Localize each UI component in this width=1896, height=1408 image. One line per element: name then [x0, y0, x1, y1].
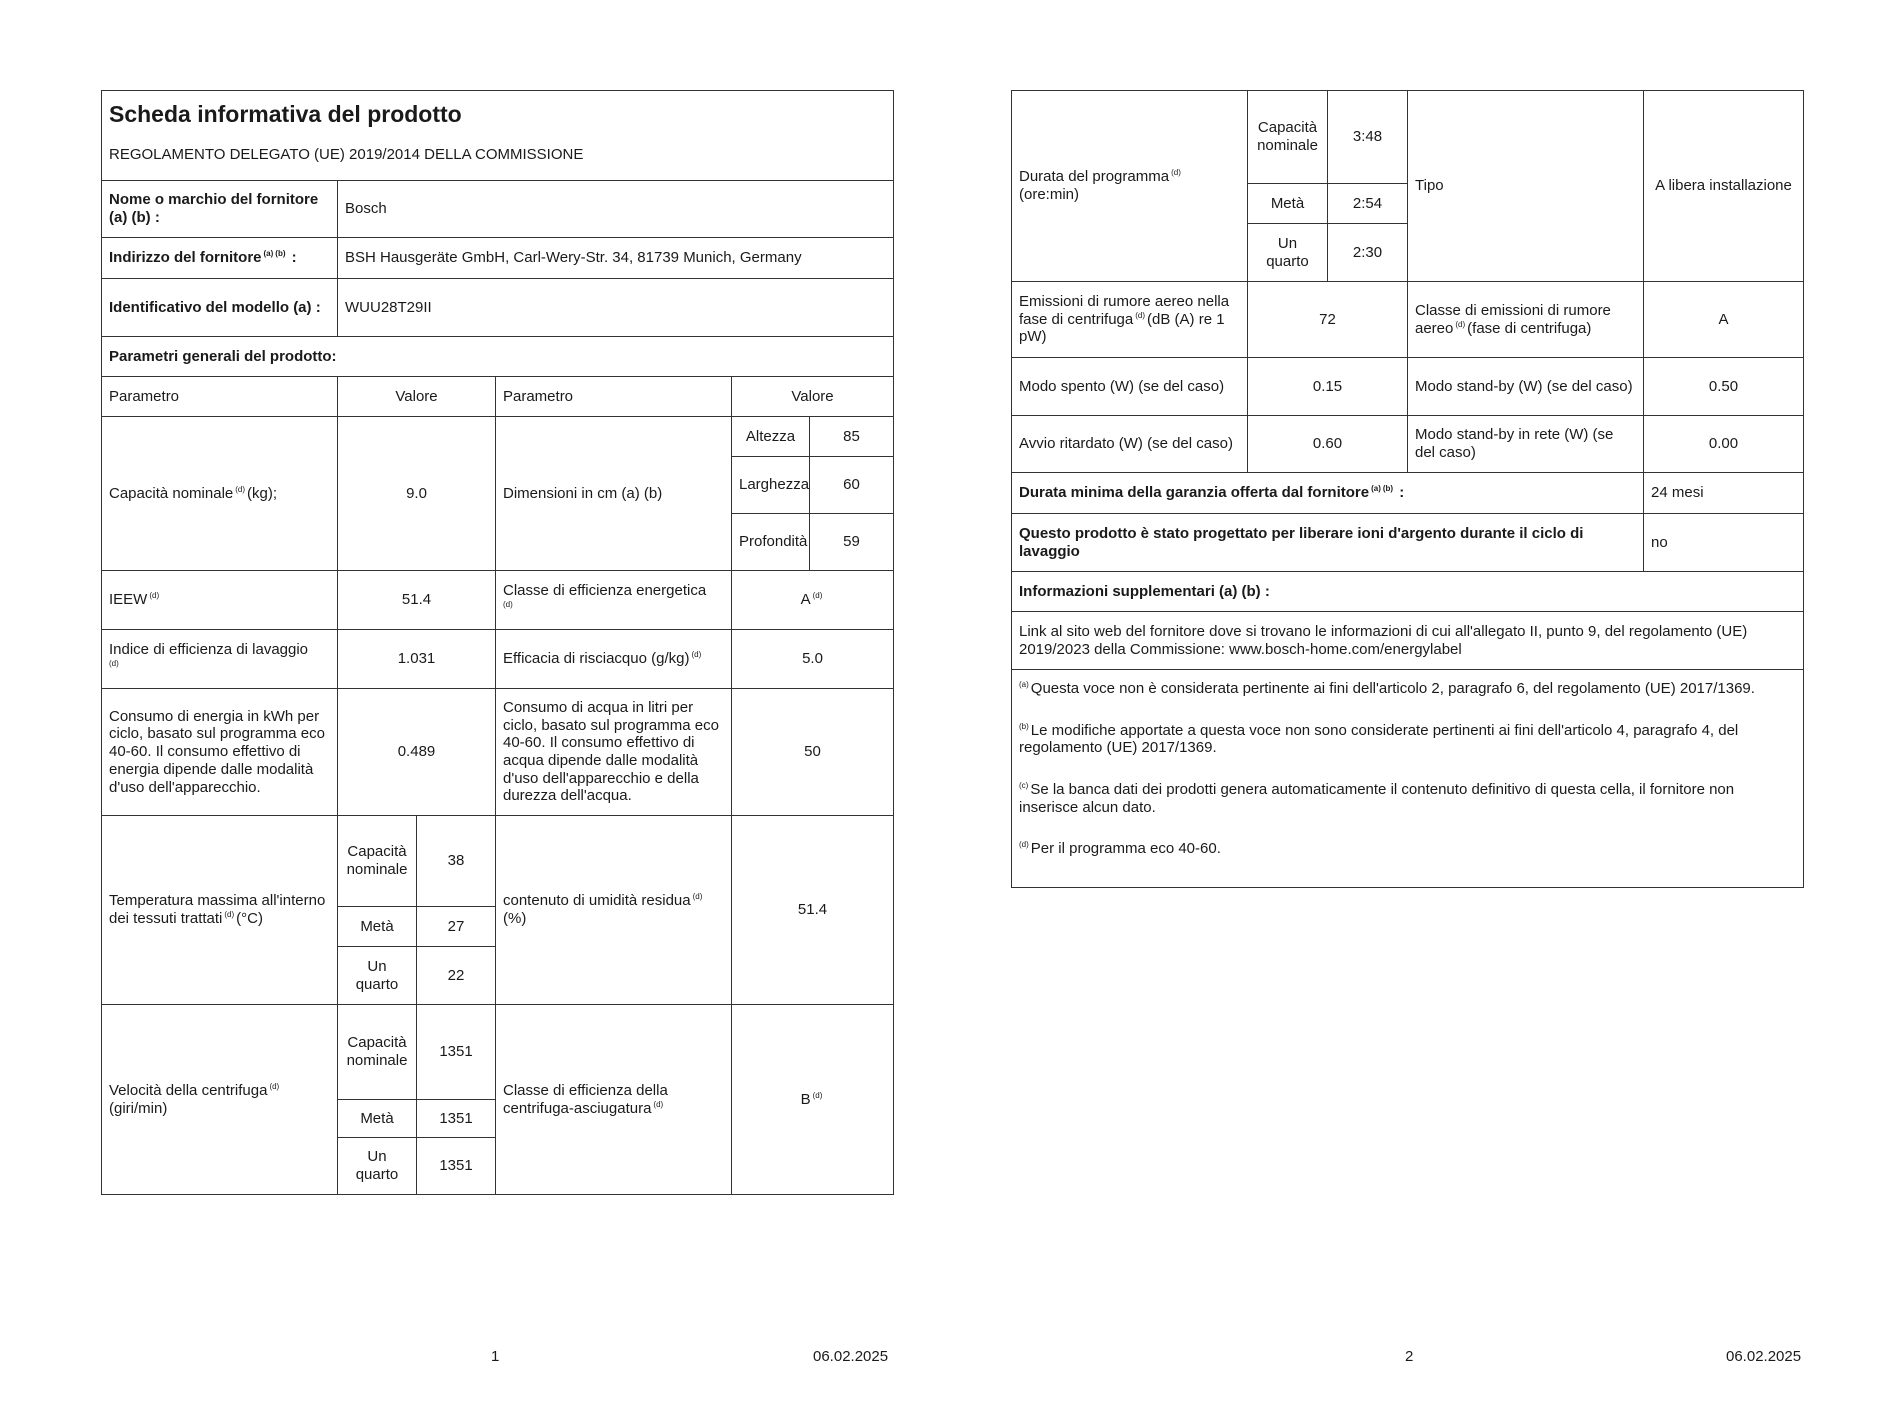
energy-consumption-value: 0.489 — [338, 689, 496, 816]
height-label: Altezza — [732, 417, 810, 457]
footnote-c — [1019, 781, 1796, 816]
wash-index-label-cell — [102, 630, 338, 689]
footnote-mark: (d) — [653, 1099, 664, 1109]
footnote-a-text: Questa voce non è considerata pertinente ai fini dell'articolo 2, paragrafo 6, del regolamento (UE) 2017/1369. — [1030, 680, 1755, 697]
quarter-label: Un quarto — [1248, 224, 1328, 282]
water-consumption-label: Consumo di acqua in litri per ciclo, basato sul programma eco 40-60. Il consumo effettivo di acqua dipende dalle modalità d'uso dell'apparecchio e della durezza dell'acqua. — [496, 689, 732, 816]
quarter-label: Un quarto — [338, 947, 417, 1005]
rated-capacity-label: Capacità nominale — [338, 1005, 417, 1100]
noise-class-label: Classe di emissioni di rumore aereo — [1415, 301, 1611, 337]
product-info-table-continued — [1011, 90, 1804, 888]
footnote-mark: (b) — [1019, 721, 1029, 731]
footnote-mark: (d) — [149, 591, 160, 601]
silver-ions-label: Questo prodotto è stato progettato per liberare ioni d'argento durante il ciclo di lavaggio — [1012, 514, 1644, 572]
supplier-link-text: Link al sito web del fornitore dove si trovano le informazioni di cui all'allegato II, punto 9, del regolamento (UE) 2019/2023 della Commissione: www.bosch-home.com/energylabel — [1012, 612, 1804, 670]
capacity-unit: (kg); — [247, 484, 278, 502]
page-date: 06.02.2025 — [1726, 1348, 1802, 1365]
footnote-d-text: Per il programma eco 40-60. — [1030, 840, 1221, 858]
standby-label: Modo stand-by (W) (se del caso) — [1408, 358, 1644, 416]
moisture-unit: (%) — [503, 910, 527, 927]
header-value: Valore — [732, 377, 894, 417]
duration-quarter-value: 2:30 — [1328, 224, 1408, 282]
capacity-label-cell — [102, 417, 338, 571]
quarter-label: Un quarto — [338, 1138, 417, 1195]
noise-value: 72 — [1248, 282, 1408, 358]
warranty-label-cell: Durata minima della garanzia offerta dal fornitore $^{(a)}$ $^{(b)}$ : — [1012, 473, 1644, 514]
footnote-mark: (d) — [691, 650, 702, 660]
delay-start-label: Avvio ritardato (W) (se del caso) — [1012, 416, 1248, 473]
temp-half-value: 27 — [417, 907, 496, 947]
depth-value: 59 — [810, 514, 894, 571]
rinse-value: 5.0 — [732, 630, 894, 689]
energy-class-value: A — [800, 591, 811, 609]
spin-class-value: B — [800, 1090, 811, 1108]
footnote-b-text: Le modifiche apportate a questa voce non sono considerate pertinenti ai fini dell'articolo 4, paragrafo 4, del regolamento (UE) 2017/1369. — [1019, 721, 1739, 757]
regulation-text: REGOLAMENTO DELEGATO (UE) 2019/2014 DELLA COMMISSIONE — [109, 146, 584, 164]
header-value: Valore — [338, 377, 496, 417]
rated-capacity-label: Capacità nominale — [1248, 91, 1328, 184]
footnote-mark: (d) — [1455, 319, 1466, 329]
spin-class-label-cell — [496, 1005, 732, 1195]
duration-rated-value: 3:48 — [1328, 91, 1408, 184]
spin-speed-unit: (giri/min) — [109, 1099, 168, 1117]
footnote-b — [1019, 722, 1796, 757]
spin-half-value: 1351 — [417, 1100, 496, 1138]
rated-capacity-label: Capacità nominale — [338, 816, 417, 907]
footnote-mark: (d) — [812, 591, 823, 601]
noise-class-label-cell — [1408, 282, 1644, 358]
footnote-mark: (d) — [109, 659, 119, 668]
footnote-c-text: Se la banca dati dei prodotti genera automaticamente il contenuto definitivo di questa cella, il fornitore non inserisce alcun dato. — [1019, 781, 1735, 816]
footnote-mark: (b) — [1382, 484, 1394, 494]
energy-consumption-label: Consumo di energia in kWh per ciclo, basato sul programma eco 40-60. Il consumo effettivo di energia dipende dalle modalità d'uso dell'apparecchio. — [102, 689, 338, 816]
capacity-value: 9.0 — [338, 417, 496, 571]
network-standby-label: Modo stand-by in rete (W) (se del caso) — [1408, 416, 1644, 473]
width-value: 60 — [810, 457, 894, 514]
footnote-mark: (d) — [1171, 168, 1181, 178]
duration-unit: (ore:min) — [1019, 186, 1080, 203]
wash-index-label: Indice di efficienza di lavaggio — [109, 641, 309, 659]
half-label: Metà — [1248, 184, 1328, 224]
page-number: 2 — [1405, 1348, 1414, 1365]
warranty-label: Durata minima della garanzia offerta dal fornitore — [1019, 484, 1370, 502]
product-info-table — [101, 90, 894, 1195]
noise-class-value: A — [1644, 282, 1804, 358]
supplier-name-label: Nome o marchio del fornitore (a) (b) : — [102, 181, 338, 238]
footnote-mark: (d) — [812, 1090, 823, 1100]
energy-class-value-cell — [732, 571, 894, 630]
rinse-label-cell — [496, 630, 732, 689]
wash-index-value: 1.031 — [338, 630, 496, 689]
general-params-heading: Parametri generali del prodotto: — [102, 337, 894, 377]
model-value: WUU28T29II — [338, 279, 894, 337]
model-label: Identificativo del modello (a) : — [102, 279, 338, 337]
duration-label-cell — [1012, 91, 1248, 282]
energy-class-label-cell — [496, 571, 732, 630]
silver-ions-value: no — [1644, 514, 1804, 572]
type-value: A libera installazione — [1644, 91, 1804, 282]
max-temp-unit: (°C) — [236, 910, 263, 927]
supplier-address-label-cell: Indirizzo del fornitore $^{(a)}$ $^{(b)}$ : — [102, 238, 338, 279]
off-mode-label: Modo spento (W) (se del caso) — [1012, 358, 1248, 416]
page-title: Scheda informativa del prodotto — [109, 101, 462, 127]
ieew-value: 51.4 — [338, 571, 496, 630]
type-label: Tipo — [1408, 91, 1644, 282]
noise-class-unit: (fase di centrifuga) — [1467, 319, 1592, 337]
width-label: Larghezza — [732, 457, 810, 514]
footnote-mark: (d) — [224, 910, 235, 919]
supplier-name-value: Bosch — [338, 181, 894, 238]
footnote-mark: (b) — [275, 249, 286, 259]
water-consumption-value: 50 — [732, 689, 894, 816]
half-label: Metà — [338, 907, 417, 947]
footnote-mark: (d) — [503, 600, 513, 609]
noise-label-cell — [1012, 282, 1248, 358]
duration-half-value: 2:54 — [1328, 184, 1408, 224]
warranty-value: 24 mesi — [1644, 473, 1804, 514]
additional-info-heading: Informazioni supplementari (a) (b) : — [1012, 572, 1804, 612]
dimensions-label: Dimensioni in cm (a) (b) — [496, 417, 732, 571]
footnote-mark: (a) — [1371, 484, 1381, 494]
title-cell — [102, 91, 894, 181]
half-label: Metà — [338, 1100, 417, 1138]
ieew-label-cell — [102, 571, 338, 630]
network-standby-value: 0.00 — [1644, 416, 1804, 473]
spin-quarter-value: 1351 — [417, 1138, 496, 1195]
rinse-label: Efficacia di risciacquo (g/kg) — [503, 650, 690, 668]
page-2 — [1011, 90, 1803, 888]
footnote-mark: (d) — [1019, 840, 1029, 850]
footnote-d — [1019, 840, 1796, 858]
footnote-mark: (d) — [269, 1081, 280, 1091]
header-parameter: Parametro — [496, 377, 732, 417]
page-1 — [101, 90, 893, 1195]
temp-quarter-value: 22 — [417, 947, 496, 1005]
off-mode-value: 0.15 — [1248, 358, 1408, 416]
supplier-address-value: BSH Hausgeräte GmbH, Carl-Wery-Str. 34, 81739 Munich, Germany — [338, 238, 894, 279]
capacity-label: Capacità nominale — [109, 484, 234, 502]
footnote-mark: (a) — [263, 249, 274, 259]
footnote-mark: (a) — [1019, 680, 1029, 689]
spin-speed-label: Velocità della centrifuga — [109, 1081, 268, 1099]
footnote-mark: (c) — [1019, 781, 1029, 791]
spin-rated-value: 1351 — [417, 1005, 496, 1100]
spin-class-value-cell — [732, 1005, 894, 1195]
page-date: 06.02.2025 — [813, 1348, 889, 1365]
ieew-label: IEEW — [109, 591, 148, 609]
energy-class-label: Classe di efficienza energetica — [503, 582, 707, 600]
header-parameter: Parametro — [102, 377, 338, 417]
max-temp-label-cell — [102, 816, 338, 1005]
page-number: 1 — [491, 1348, 500, 1365]
spin-class-label: Classe di efficienza della centrifuga-asciugatura — [503, 1081, 668, 1117]
noise-unit: (dB (A) re 1 pW) — [1019, 310, 1225, 346]
depth-label: Profondità — [732, 514, 810, 571]
footnote-mark: (d) — [692, 892, 703, 902]
noise-label: Emissioni di rumore aereo nella fase di centrifuga — [1019, 292, 1230, 328]
footnote-mark: (d) — [235, 484, 246, 494]
max-temp-label: Temperatura massima all'interno dei tessuti trattati — [109, 892, 326, 927]
moisture-label-cell — [496, 816, 732, 1005]
duration-label: Durata del programma — [1019, 168, 1170, 186]
spin-speed-label-cell — [102, 1005, 338, 1195]
moisture-label: contenuto di umidità residua — [503, 892, 691, 910]
height-value: 85 — [810, 417, 894, 457]
footnotes-cell — [1012, 670, 1804, 888]
standby-value: 0.50 — [1644, 358, 1804, 416]
delay-start-value: 0.60 — [1248, 416, 1408, 473]
footnote-a — [1019, 680, 1796, 698]
footnote-mark: (d) — [1135, 310, 1146, 320]
moisture-value: 51.4 — [732, 816, 894, 1005]
temp-rated-value: 38 — [417, 816, 496, 907]
supplier-address-label: Indirizzo del fornitore — [109, 249, 262, 267]
